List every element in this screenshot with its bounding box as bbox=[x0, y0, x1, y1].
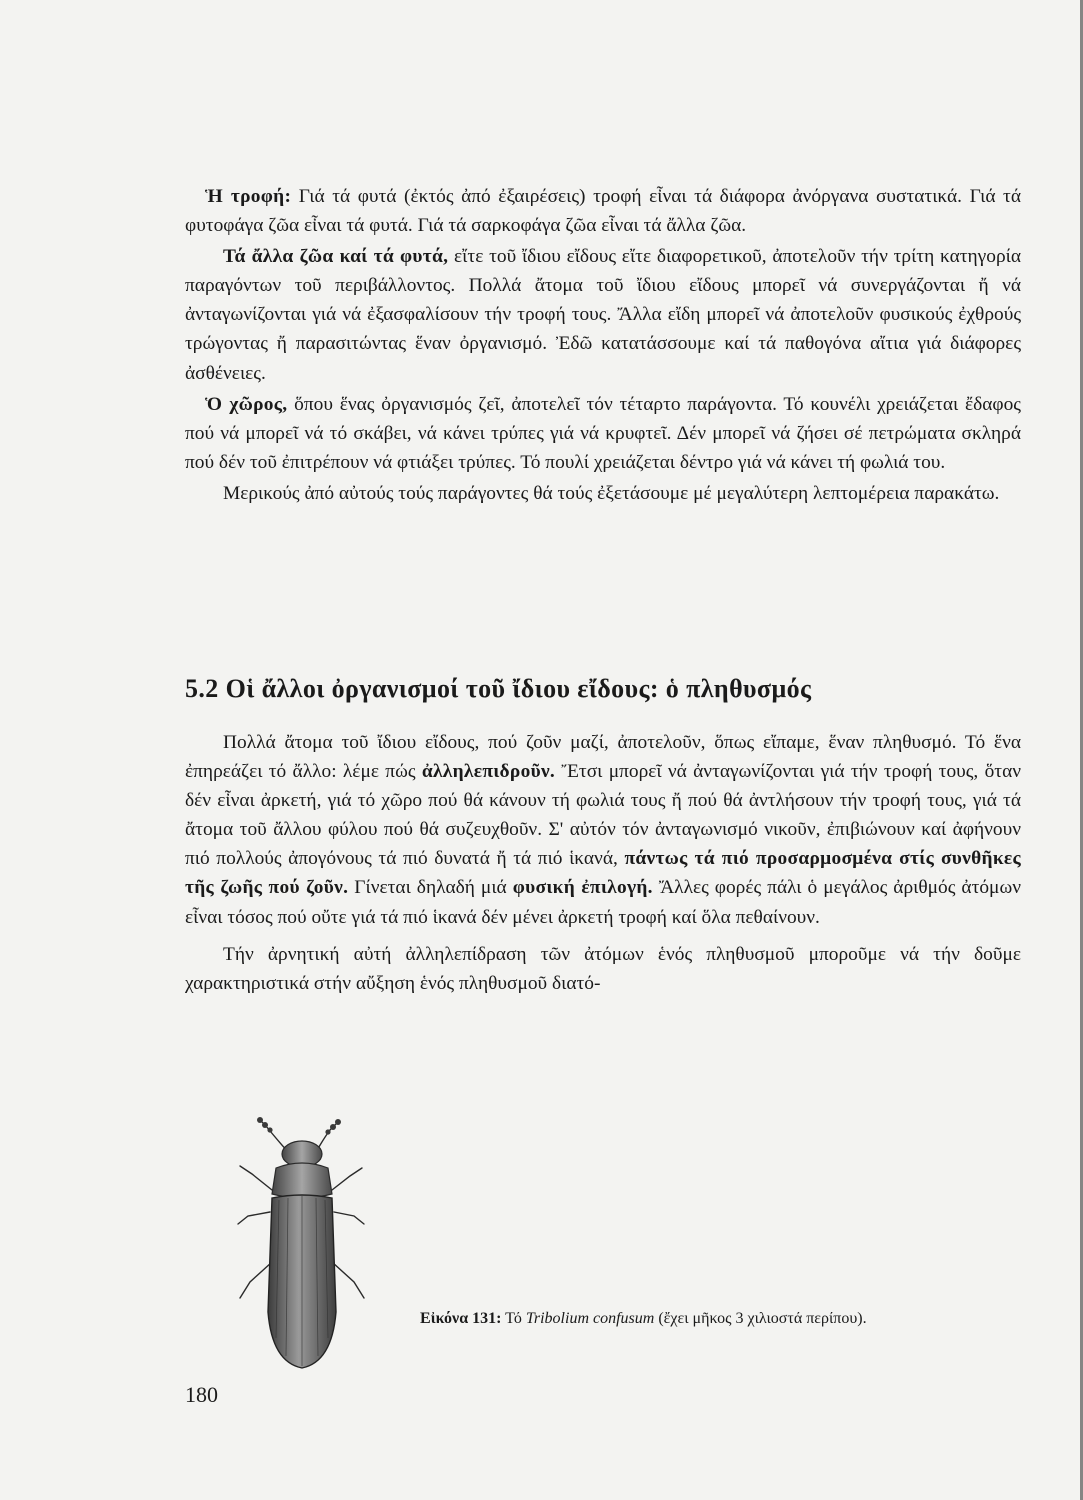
page-number: 180 bbox=[185, 1382, 218, 1407]
paragraph-factors: Μερικούς ἀπό αὐτούς τούς παράγοντες θά τούς ἐξετάσουμε μέ μεγαλύτερη λεπτομέρεια παρακάτω. bbox=[223, 482, 1000, 504]
paragraph-negative-interaction: Τήν ἀρνητική αὐτή ἀλληλεπίδραση τῶν ἀτόμων ἑνός πληθυσμοῦ μποροῦμε νά τήν δοῦμε χαρακτηριστικά στήν αὔξηση ἑνός πληθυσμοῦ διατό- bbox=[185, 943, 1021, 994]
figure-caption: Εἰκόνα 131: Τό Tribolium confusum (ἔχει μῆκος 3 χιλιοστά περίπου). bbox=[420, 1310, 867, 1327]
paragraph-other-organisms: Τά ἄλλα ζῶα καί τά φυτά, εἴτε τοῦ ἴδιου εἴδους εἴτε διαφορετικοῦ, ἀποτελοῦν τήν τρίτη κατηγορία παραγόντων τοῦ περιβάλλοντος. Πολλά ἄτομα τοῦ ἴδιου εἴδους μπορεῖ νά συνεργάζονται ἤ νά ἀνταγωνίζονται γιά νά ἐξασφαλίσουν τήν τροφή τους. Ἄλλα εἴδη μπορεῖ νά ἀποτελοῦν φυσικούς ἐχθρούς τρώγοντας ἤ παρασιτώντας ἕναν ὀργανισμό. Ἐδῶ κατατάσσουμε καί τά παθογόνα αἴτια γιά διάφορες ἀσθένειες. bbox=[185, 246, 1021, 384]
term-natural-selection: φυσική ἐπιλογή. bbox=[512, 877, 653, 899]
paragraph-food: Ἡ τροφή: Γιά τά φυτά (ἐκτός ἀπό ἐξαιρέσεις) τροφή εἶναι τά διάφορα ἀνόργανα συστατικά. Γιά τά φυτοφάγα ζῶα εἶναι τά φυτά. Γιά τά σαρκοφάγα ζῶα εἶναι τά ἄλλα ζῶα. bbox=[185, 186, 1021, 237]
intro-text-block bbox=[185, 182, 1021, 508]
paragraph-space: Ὁ χῶρος, ὅπου ἕνας ὀργανισμός ζεῖ, ἀποτελεῖ τόν τέταρτο παράγοντα. Τό κουνέλι χρειάζεται ἔδαφος πού νά μπορεῖ νά τό σκάβει, νά κάνει τρύπες γιά νά κρυφτεῖ. Δέν μπορεῖ νά ζήσει σέ πετρώματα σκληρά πού δέν τοῦ ἐπιτρέπουν νά φτιάξει τρύπες. Τό πουλί χρειάζεται δέντρο γιά νά κάνει τή φωλιά του. bbox=[185, 393, 1021, 473]
beetle-illustration bbox=[232, 1112, 372, 1372]
term-adapted: πάντως τά πιό προσαρμοσμένα στίς συνθῆκες τῆς ζωῆς πού ζοῦν. bbox=[185, 848, 1021, 899]
section-text-block bbox=[185, 728, 1021, 998]
term-food: Ἡ τροφή: bbox=[205, 186, 292, 207]
section-heading: 5.2 Οἱ ἄλλοι ὀργανισμοί τοῦ ἴδιου εἴδους: ὁ πληθυσμός bbox=[185, 674, 812, 703]
term-space: Ὁ χῶρος, bbox=[205, 393, 288, 415]
figure-label: Εἰκόνα 131: bbox=[420, 1310, 502, 1327]
species-name: Tribolium confusum bbox=[525, 1310, 655, 1327]
beetle-figure bbox=[232, 1112, 372, 1372]
term-interact: ἀλληλεπιδροῦν. bbox=[421, 761, 556, 783]
paragraph-population: Πολλά ἄτομα τοῦ ἴδιου εἴδους, πού ζοῦν μαζί, ἀποτελοῦν, ὅπως εἴπαμε, ἕναν πληθυσμό. Τό ἕνα ἐπηρεάζει τό ἄλλο: λέμε πώς ἀλληλεπιδροῦν. Ἔτσι μπορεῖ νά ἀνταγωνίζονται γιά τήν τροφή τους, ὅταν δέν εἶναι ἀρκετή, γιά τό χῶρο πού θά κάνουν τή φωλιά τους ἤ πού θά ἀντλήσουν τήν τροφή τους, γιά τά ἄτομα τοῦ ἄλλου φύλου πού θά συζευχθοῦν. Σ' αὐτόν τόν ἀνταγωνισμό νικοῦν, ἐπιβιώνουν καί ἀφήνουν πιό πολλούς ἀπογόνους τά πιό δυνατά ἤ τά πιό ἱκανά, πάντως τά πιό προσαρμοσμένα στίς συνθῆκες τῆς ζωῆς πού ζοῦν. Γίνεται δηλαδή μιά φυσική ἐπιλογή. Ἄλλες φορές πάλι ὁ μεγάλος ἀριθμός ἀτόμων εἶναι τόσος πού οὔτε γιά τά πιό ἱκανά δέν μένει ἀρκετή τροφή καί ὅλα πεθαίνουν. bbox=[185, 732, 1021, 928]
term-other-organisms: Τά ἄλλα ζῶα καί τά φυτά, bbox=[223, 246, 449, 268]
